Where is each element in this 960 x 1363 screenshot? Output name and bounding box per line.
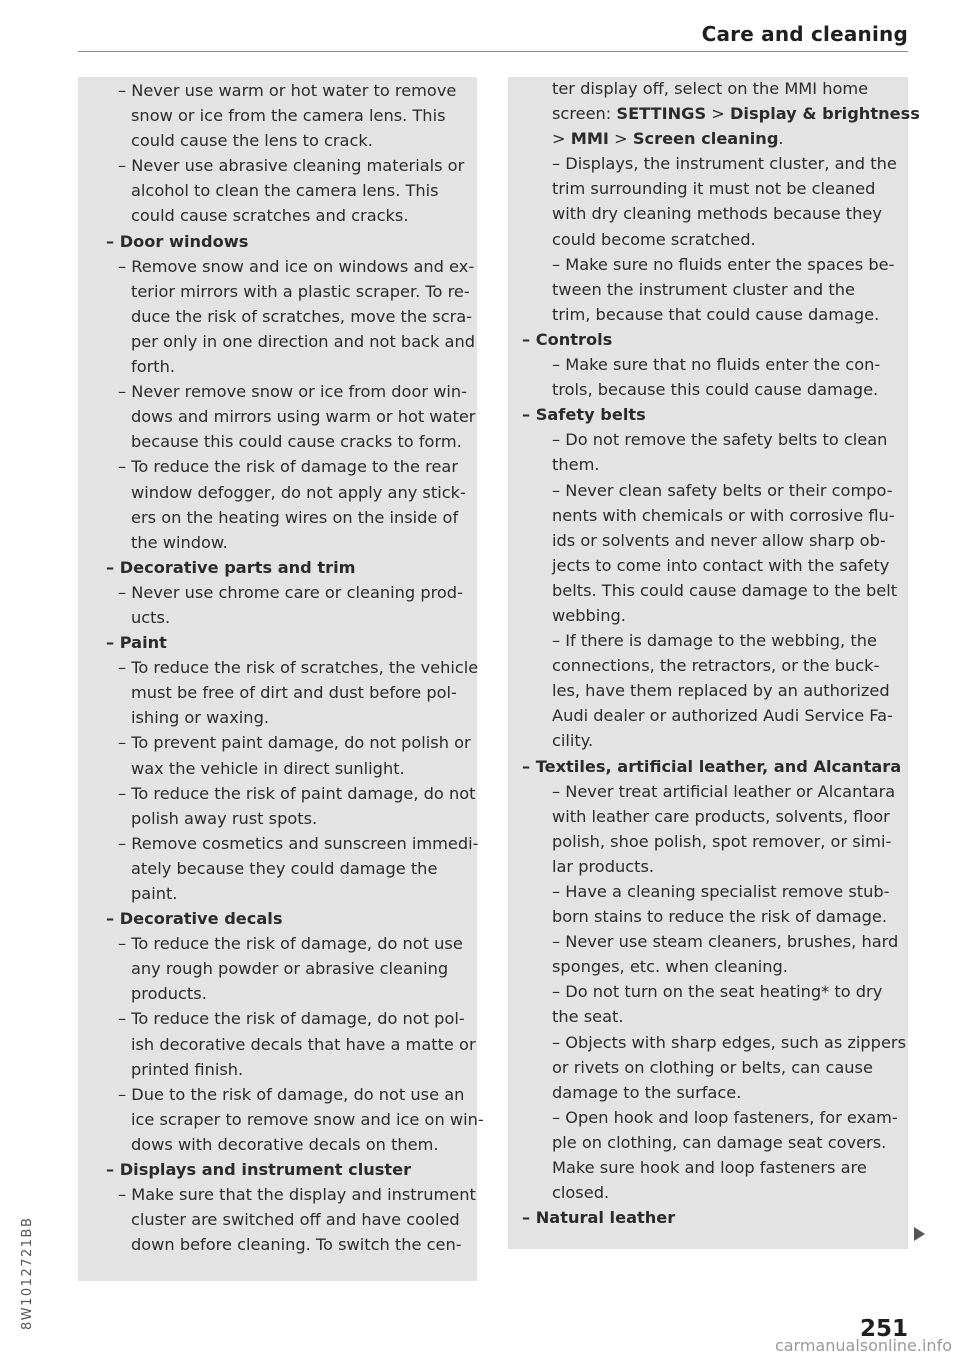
text-line: the seat. xyxy=(552,1007,624,1027)
text-line: down before cleaning. To switch the cen- xyxy=(131,1235,462,1255)
text-line: could become scratched. xyxy=(552,229,756,249)
left-column-text xyxy=(90,78,484,1257)
text-line xyxy=(522,101,920,126)
text-line: cluster are switched off and have cooled xyxy=(131,1210,460,1230)
heading-text: – Safety belts xyxy=(522,405,646,425)
text-line: could cause scratches and cracks. xyxy=(131,206,409,226)
text-line: any rough powder or abrasive cleaning xyxy=(131,959,449,979)
text-line: – Remove cosmetics and sunscreen immedi- xyxy=(118,833,479,853)
text-line: snow or ice from the camera lens. This xyxy=(131,106,446,126)
text-line: dows with decorative decals on them. xyxy=(131,1134,439,1154)
text-line: trim, because that could cause damage. xyxy=(552,304,880,324)
text-line: – Never clean safety belts or their compo- xyxy=(552,480,893,500)
text-line: cility. xyxy=(552,731,594,751)
heading-text: – Displays and instrument cluster xyxy=(106,1160,412,1180)
text-line: with dry cleaning methods because they xyxy=(552,204,882,224)
text-line: ishing or waxing. xyxy=(131,708,269,728)
text-line: – To reduce the risk of paint damage, do not xyxy=(118,783,476,803)
text-line: – To reduce the risk of scratches, the vehicle xyxy=(118,658,479,678)
text-line: alcohol to clean the camera lens. This xyxy=(131,181,439,201)
text-line: products. xyxy=(131,984,207,1004)
text-line: – Never treat artificial leather or Alcantara xyxy=(552,781,896,801)
text-line: forth. xyxy=(131,357,176,377)
text-line: – Never use warm or hot water to remove xyxy=(118,81,457,100)
text-line: because this could cause cracks to form. xyxy=(131,432,462,452)
text-line: – Remove snow and ice on windows and ex- xyxy=(118,256,475,276)
header-divider xyxy=(78,51,908,52)
text-line: nents with chemicals or with corrosive flu- xyxy=(552,505,895,525)
heading-text: – Textiles, artificial leather, and Alcantara xyxy=(522,756,902,776)
text-line: tween the instrument cluster and the xyxy=(552,279,855,299)
page-number: 251 xyxy=(859,1316,908,1342)
section-heading xyxy=(522,327,906,352)
text-line: – To prevent paint damage, do not polish or xyxy=(118,733,471,753)
section-heading xyxy=(522,402,906,427)
text-line: – Do not turn on the seat heating* to dry xyxy=(552,982,883,1002)
text-line: must be free of dirt and dust before pol- xyxy=(131,683,457,703)
text-line: – To reduce the risk of damage to the rear xyxy=(118,457,458,477)
text-line: duce the risk of scratches, move the scra- xyxy=(131,306,473,326)
text-line: terior mirrors with a plastic scraper. To re- xyxy=(131,281,470,301)
text-line: with leather care products, solvents, floor xyxy=(552,806,890,826)
section-heading xyxy=(90,555,472,580)
section-heading xyxy=(90,630,472,655)
text-line: trim surrounding it must not be cleaned xyxy=(552,179,876,199)
text-line: – Never use abrasive cleaning materials or xyxy=(118,156,465,176)
text-line: the window. xyxy=(131,532,228,552)
text-line: wax the vehicle in direct sunlight. xyxy=(131,758,405,778)
text-line: polish away rust spots. xyxy=(131,808,318,828)
section-heading xyxy=(522,754,906,779)
text-line: them. xyxy=(552,455,600,475)
text-line: sponges, etc. when cleaning. xyxy=(552,957,788,977)
menu-path-item: Display & brightness xyxy=(729,104,920,124)
text-line: trols, because this could cause damage. xyxy=(552,380,879,400)
text-line: could cause the lens to crack. xyxy=(131,131,373,151)
text-line: – Make sure that no fluids enter the con- xyxy=(552,355,881,375)
text-line: les, have them replaced by an authorized xyxy=(552,681,890,701)
menu-path-item: MMI xyxy=(570,129,609,149)
text-line: ter display off, select on the MMI home xyxy=(552,79,869,98)
right-column-text xyxy=(522,76,920,1230)
section-heading xyxy=(90,906,472,931)
text-line: webbing. xyxy=(552,605,626,625)
text-line: ucts. xyxy=(131,607,171,627)
text-line: Make sure hook and loop fasteners are xyxy=(552,1158,867,1178)
text-line: polish, shoe polish, spot remover, or simi- xyxy=(552,831,892,851)
section-title: Care and cleaning xyxy=(701,22,908,46)
text-line: – To reduce the risk of damage, do not use xyxy=(118,934,463,954)
heading-text: – Controls xyxy=(522,329,613,349)
watermark-text: carmanualsonline.info xyxy=(774,1336,952,1355)
text-line: Audi dealer or authorized Audi Service Fa- xyxy=(552,706,893,726)
text-line: – Never remove snow or ice from door win- xyxy=(118,382,467,402)
text-line: ers on the heating wires on the inside of xyxy=(131,507,459,527)
text-line: – If there is damage to the webbing, the xyxy=(552,631,877,651)
section-heading xyxy=(522,1205,906,1230)
text-line: – Never use chrome care or cleaning prod- xyxy=(118,582,463,602)
text-line: connections, the retractors, or the buck- xyxy=(552,656,880,676)
text-line: – Open hook and loop fasteners, for exam- xyxy=(552,1107,898,1127)
heading-text: – Paint xyxy=(106,633,167,653)
text-line: paint. xyxy=(131,884,178,903)
text-span: screen: xyxy=(552,104,617,124)
text-line: printed finish. xyxy=(131,1059,244,1079)
text-span: . xyxy=(778,129,784,149)
text-line: ately because they could damage the xyxy=(131,858,438,878)
heading-text: – Door windows xyxy=(106,231,249,251)
section-heading xyxy=(90,1157,472,1182)
text-line: jects to come into contact with the safety xyxy=(552,555,890,575)
text-line: – To reduce the risk of damage, do not pol- xyxy=(118,1009,465,1029)
text-line: – Displays, the instrument cluster, and the xyxy=(552,154,897,174)
text-line: window defogger, do not apply any stick- xyxy=(131,482,466,502)
document-code: 8W1012721BB xyxy=(20,1216,35,1330)
continue-arrow-icon xyxy=(914,1227,925,1241)
text-line: – Due to the risk of damage, do not use an xyxy=(118,1084,465,1104)
text-line: – Make sure no fluids enter the spaces be- xyxy=(552,254,895,274)
text-line: or rivets on clothing or belts, can cause xyxy=(552,1057,873,1077)
heading-text: – Decorative decals xyxy=(106,909,283,929)
text-span: > xyxy=(608,129,633,149)
text-span: > xyxy=(706,104,730,124)
text-line: – Make sure that the display and instrument xyxy=(118,1185,476,1205)
text-line: ple on clothing, can damage seat covers. xyxy=(552,1132,887,1152)
text-line: lar products. xyxy=(552,856,655,876)
text-line: closed. xyxy=(552,1183,610,1203)
text-span: > xyxy=(552,129,571,149)
text-line: – Have a cleaning specialist remove stub- xyxy=(552,882,890,901)
text-line: – Objects with sharp edges, such as zippers xyxy=(552,1032,906,1052)
text-line: ice scraper to remove snow and ice on win- xyxy=(131,1109,484,1129)
section-heading xyxy=(90,229,472,254)
menu-path-item: SETTINGS xyxy=(616,104,707,124)
text-line: damage to the surface. xyxy=(552,1082,742,1102)
text-line xyxy=(522,126,906,151)
text-line: – Never use steam cleaners, brushes, hard xyxy=(552,932,899,952)
text-line: ids or solvents and never allow sharp ob- xyxy=(552,530,886,550)
text-line: per only in one direction and not back and xyxy=(131,331,475,351)
text-line: dows and mirrors using warm or hot water xyxy=(131,407,476,427)
text-line: ish decorative decals that have a matte or xyxy=(131,1034,476,1054)
text-line: – Do not remove the safety belts to clean xyxy=(552,430,888,450)
heading-text: – Natural leather xyxy=(522,1208,676,1228)
text-line: born stains to reduce the risk of damage. xyxy=(552,907,888,927)
menu-path-item: Screen cleaning xyxy=(632,129,779,149)
text-line: belts. This could cause damage to the belt xyxy=(552,580,898,600)
heading-text: – Decorative parts and trim xyxy=(106,557,356,577)
